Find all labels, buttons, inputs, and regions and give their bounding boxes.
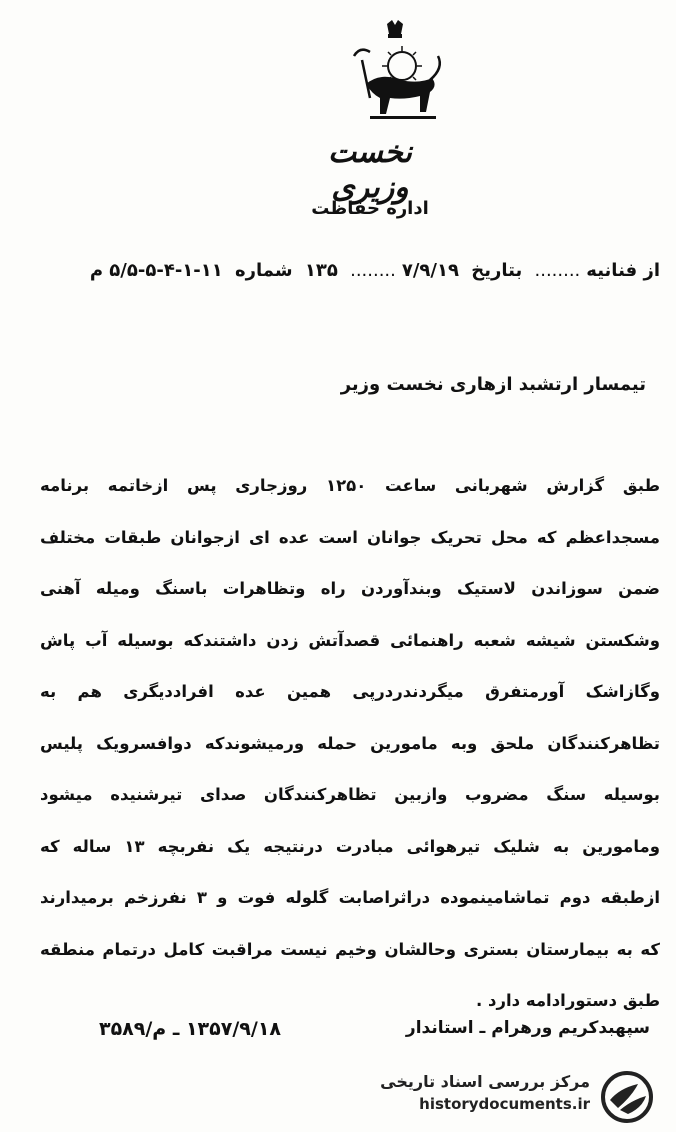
watermark-url: historydocuments.ir (419, 1095, 590, 1113)
body-line: تظاهرکنندگان ملحق وبه مامورین حمله ورمیشوندکه دوافسرویک پلیس (40, 733, 660, 753)
body-line: که به بیمارستان بستری وحالشان وخیم نیست مراقبت کامل درتمام منطقه (40, 939, 660, 959)
dotted-leader: ........ (534, 260, 581, 281)
body-line: وشکستن شیشه شعبه راهنمائی قصدآتش زدن داشتندکه بوسیله آب پاش (40, 630, 660, 650)
body-line: مسجداعظم که محل تحریک جوانان است عده ای ازجوانان طبقات مختلف (40, 527, 660, 547)
book-logo-icon (598, 1070, 656, 1124)
body-line: بوسیله سنگ مضروب وازبین تظاهرکنندگان صدای تیرشنیده میشود (40, 785, 660, 804)
number-label: شماره (235, 260, 293, 281)
date-value: ۷/۹/۱۹ (401, 260, 459, 281)
body-line: ومامورین به شلیک تیرهوائی مبادرت درنتیجه یک نفربچه ۱۳ ساله که (40, 836, 660, 856)
body-line: وگازاشک آورمتفرق میگردندردرپی همین عده افراددیگری هم به (40, 682, 660, 701)
lion-and-sun-emblem-icon (340, 20, 450, 128)
signature-row (60, 1018, 650, 1058)
body-line: طبق دستورادامه دارد . (475, 991, 660, 1010)
date-label: بتاریخ (471, 260, 523, 281)
body-line: ضمن سوزاندن لاستیک وبندآوردن راه وتظاهرات باسنگ ومیله آهنی (40, 579, 660, 598)
watermark (378, 1068, 668, 1126)
dotted-leader: ........ (350, 260, 396, 281)
reference-line (89, 260, 660, 281)
from-label: از فنانیه (586, 260, 660, 281)
watermark-text (370, 1072, 590, 1113)
department-title: اداره حفاظت (311, 198, 429, 219)
body-line: طبق گزارش شهربانی ساعت ۱۲۵۰ روزجاری پس ازخاتمه برنامه (40, 476, 660, 495)
number-value: ۱۱-۱-۴-۵-۵/۵ م (89, 260, 223, 281)
recipient-line: تیمسار ارتشبد ازهاری نخست وزیر (340, 374, 646, 395)
office-title: نخست وزیری (328, 135, 412, 205)
document-number: ۱۳۵۷/۹/۱۸ ـ م/۳۵۸۹ (98, 1018, 282, 1040)
letter-body (40, 460, 660, 1027)
year-value: ۱۳۵ (304, 260, 338, 281)
body-line: ازطبقه دوم تماشامینموده دراثراصابت گلوله فوت و ۳ نفرزخم برمیدارند (40, 888, 660, 907)
watermark-title: مرکز بررسی اسناد تاریخی (380, 1072, 590, 1091)
signatory: سپهبدکریم ورهرام ـ استاندار (405, 1018, 650, 1038)
